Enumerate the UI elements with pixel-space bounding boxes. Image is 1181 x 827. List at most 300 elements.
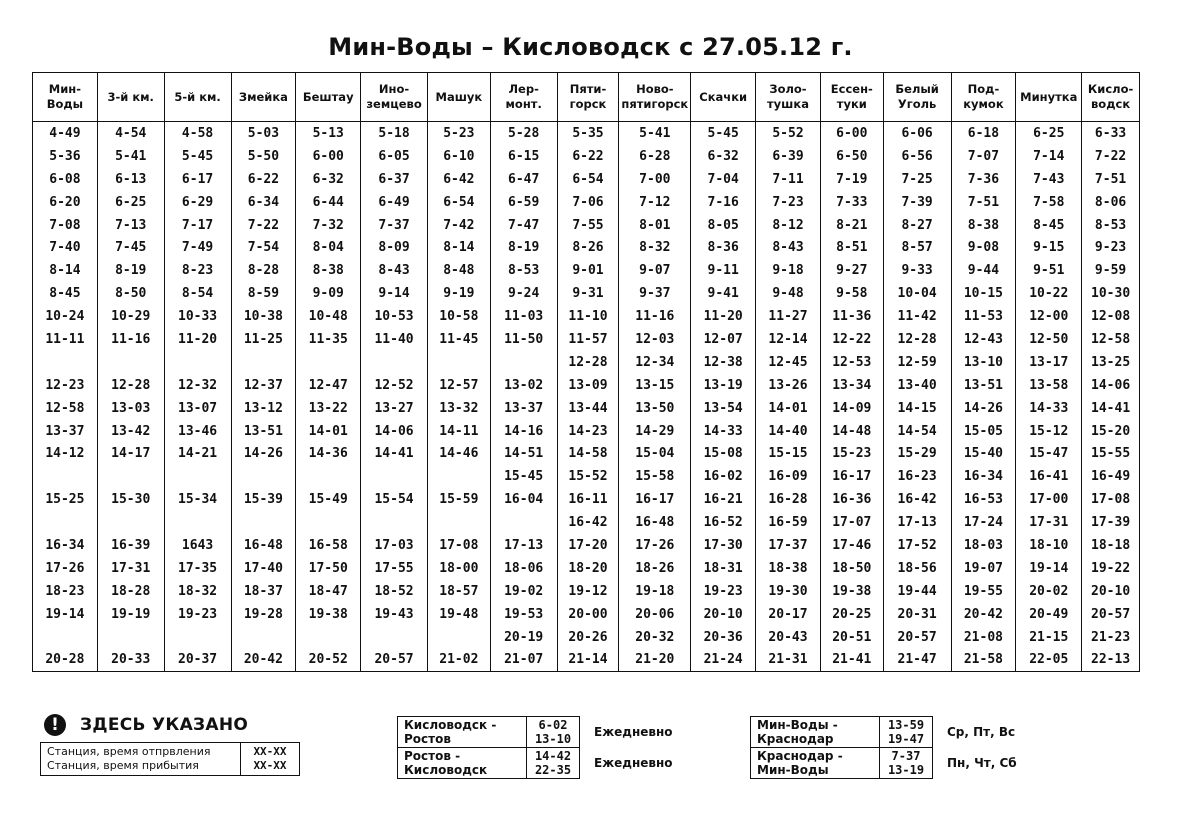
- time-cell: 16-36: [820, 488, 883, 511]
- time-cell: 16-34: [33, 534, 98, 557]
- time-cell: 6-13: [97, 168, 164, 191]
- time-cell: 14-33: [1016, 397, 1082, 420]
- time-cell: 21-08: [951, 626, 1016, 649]
- time-cell: [231, 465, 296, 488]
- time-cell: 9-14: [361, 282, 428, 305]
- time-cell: 4-58: [164, 122, 231, 145]
- time-cell: 9-23: [1082, 236, 1140, 259]
- time-cell: 7-25: [883, 168, 951, 191]
- time-cell: 19-14: [1016, 557, 1082, 580]
- time-cell: 18-52: [361, 580, 428, 603]
- time-cell: 17-08: [427, 534, 490, 557]
- time-cell: 8-04: [296, 236, 361, 259]
- time-cell: 21-23: [1082, 626, 1140, 649]
- time-cell: 14-09: [820, 397, 883, 420]
- legend-arrival-value: ХХ-ХХ: [253, 759, 287, 772]
- time-cell: 20-10: [691, 603, 756, 626]
- time-cell: 17-13: [490, 534, 557, 557]
- time-cell: 21-07: [490, 648, 557, 671]
- time-cell: 7-37: [361, 214, 428, 237]
- time-cell: 20-36: [691, 626, 756, 649]
- table-row: [33, 397, 1140, 420]
- time-cell: 6-47: [490, 168, 557, 191]
- station-header: Машук: [427, 73, 490, 122]
- time-cell: 8-12: [756, 214, 821, 237]
- time-cell: 7-33: [820, 191, 883, 214]
- time-cell: 7-17: [164, 214, 231, 237]
- time-cell: 9-27: [820, 259, 883, 282]
- time-cell: 20-17: [756, 603, 821, 626]
- time-cell: 11-27: [756, 305, 821, 328]
- time-cell: 20-06: [619, 603, 691, 626]
- time-cell: 12-28: [883, 328, 951, 351]
- time-cell: 19-30: [756, 580, 821, 603]
- time-cell: 14-21: [164, 442, 231, 465]
- table-row: [33, 534, 1140, 557]
- time-cell: 19-22: [1082, 557, 1140, 580]
- time-cell: 16-04: [490, 488, 557, 511]
- time-cell: 14-29: [619, 420, 691, 443]
- time-cell: 18-23: [33, 580, 98, 603]
- time-cell: 16-23: [883, 465, 951, 488]
- time-cell: 14-54: [883, 420, 951, 443]
- station-header: 5-й км.: [164, 73, 231, 122]
- time-cell: [164, 351, 231, 374]
- train-days: Ежедневно: [594, 756, 673, 770]
- time-cell: 7-36: [951, 168, 1016, 191]
- time-cell: [296, 351, 361, 374]
- time-cell: 14-15: [883, 397, 951, 420]
- time-cell: 15-30: [97, 488, 164, 511]
- time-cell: 21-58: [951, 648, 1016, 671]
- time-cell: 15-04: [619, 442, 691, 465]
- time-cell: 8-45: [1016, 214, 1082, 237]
- time-cell: 11-20: [691, 305, 756, 328]
- time-cell: 18-00: [427, 557, 490, 580]
- time-cell: 16-41: [1016, 465, 1082, 488]
- time-cell: 15-45: [490, 465, 557, 488]
- time-cell: 16-58: [296, 534, 361, 557]
- time-cell: 14-48: [820, 420, 883, 443]
- time-cell: 17-08: [1082, 488, 1140, 511]
- table-row: [33, 580, 1140, 603]
- time-cell: [361, 351, 428, 374]
- table-row: [33, 626, 1140, 649]
- time-cell: [361, 626, 428, 649]
- time-cell: 13-26: [756, 374, 821, 397]
- time-cell: 5-45: [164, 145, 231, 168]
- time-cell: 12-59: [883, 351, 951, 374]
- time-cell: 7-47: [490, 214, 557, 237]
- time-cell: 8-05: [691, 214, 756, 237]
- time-cell: 12-28: [97, 374, 164, 397]
- time-cell: 15-59: [427, 488, 490, 511]
- time-cell: 12-03: [619, 328, 691, 351]
- time-cell: 13-37: [490, 397, 557, 420]
- time-cell: 13-22: [296, 397, 361, 420]
- time-cell: 8-27: [883, 214, 951, 237]
- time-cell: 13-58: [1016, 374, 1082, 397]
- time-cell: [427, 465, 490, 488]
- time-cell: [33, 351, 98, 374]
- time-cell: 7-43: [1016, 168, 1082, 191]
- time-cell: 17-50: [296, 557, 361, 580]
- timetable: [32, 72, 1140, 672]
- time-cell: 7-16: [691, 191, 756, 214]
- time-cell: 8-54: [164, 282, 231, 305]
- table-row: [33, 122, 1140, 145]
- time-cell: 13-46: [164, 420, 231, 443]
- time-cell: 18-03: [951, 534, 1016, 557]
- time-cell: 9-01: [557, 259, 619, 282]
- table-row: [33, 145, 1140, 168]
- train-row: [751, 717, 1018, 748]
- table-row: [33, 465, 1140, 488]
- time-cell: 13-54: [691, 397, 756, 420]
- time-cell: 6-42: [427, 168, 490, 191]
- time-cell: 6-54: [557, 168, 619, 191]
- time-cell: 10-58: [427, 305, 490, 328]
- station-header: Ессен- туки: [820, 73, 883, 122]
- time-cell: 15-23: [820, 442, 883, 465]
- time-cell: 12-47: [296, 374, 361, 397]
- time-cell: 13-17: [1016, 351, 1082, 374]
- time-cell: 5-41: [619, 122, 691, 145]
- time-cell: 14-51: [490, 442, 557, 465]
- time-cell: [97, 626, 164, 649]
- time-cell: 19-23: [691, 580, 756, 603]
- time-cell: 4-49: [33, 122, 98, 145]
- time-cell: 14-41: [361, 442, 428, 465]
- time-cell: 20-57: [361, 648, 428, 671]
- time-cell: [296, 465, 361, 488]
- time-cell: 1643: [164, 534, 231, 557]
- time-cell: 14-26: [951, 397, 1016, 420]
- time-cell: 19-12: [557, 580, 619, 603]
- time-cell: 15-55: [1082, 442, 1140, 465]
- time-cell: 19-23: [164, 603, 231, 626]
- time-cell: 17-26: [619, 534, 691, 557]
- time-cell: 6-17: [164, 168, 231, 191]
- time-cell: 8-26: [557, 236, 619, 259]
- time-cell: 15-52: [557, 465, 619, 488]
- time-cell: 13-40: [883, 374, 951, 397]
- time-cell: 9-08: [951, 236, 1016, 259]
- time-cell: 12-43: [951, 328, 1016, 351]
- time-cell: 11-20: [164, 328, 231, 351]
- time-cell: [164, 465, 231, 488]
- time-cell: 19-43: [361, 603, 428, 626]
- time-cell: 10-15: [951, 282, 1016, 305]
- time-cell: 16-28: [756, 488, 821, 511]
- time-cell: 14-06: [361, 420, 428, 443]
- time-cell: [231, 626, 296, 649]
- time-cell: 7-39: [883, 191, 951, 214]
- train-row: [398, 748, 675, 779]
- time-cell: 19-14: [33, 603, 98, 626]
- time-cell: 21-20: [619, 648, 691, 671]
- time-cell: 16-59: [756, 511, 821, 534]
- time-cell: 20-32: [619, 626, 691, 649]
- time-cell: 9-51: [1016, 259, 1082, 282]
- time-cell: 19-28: [231, 603, 296, 626]
- time-cell: 15-39: [231, 488, 296, 511]
- legend-line-arrival: Станция, время прибытия: [47, 759, 199, 772]
- time-cell: 8-43: [361, 259, 428, 282]
- time-cell: 13-25: [1082, 351, 1140, 374]
- time-cell: 6-32: [296, 168, 361, 191]
- time-cell: [427, 626, 490, 649]
- time-cell: 6-10: [427, 145, 490, 168]
- train-times: 14-42 22-35: [527, 748, 580, 779]
- time-cell: 8-01: [619, 214, 691, 237]
- station-header: Змейка: [231, 73, 296, 122]
- time-cell: 20-26: [557, 626, 619, 649]
- time-cell: 7-42: [427, 214, 490, 237]
- time-cell: 8-51: [820, 236, 883, 259]
- time-cell: 7-07: [951, 145, 1016, 168]
- table-row: [33, 282, 1140, 305]
- time-cell: 7-12: [619, 191, 691, 214]
- time-cell: 20-42: [231, 648, 296, 671]
- time-cell: 5-28: [490, 122, 557, 145]
- time-cell: 8-59: [231, 282, 296, 305]
- time-cell: 20-10: [1082, 580, 1140, 603]
- time-cell: 5-50: [231, 145, 296, 168]
- time-cell: 21-31: [756, 648, 821, 671]
- time-cell: 21-14: [557, 648, 619, 671]
- time-cell: 15-15: [756, 442, 821, 465]
- time-cell: 21-24: [691, 648, 756, 671]
- time-cell: 20-37: [164, 648, 231, 671]
- time-cell: 6-15: [490, 145, 557, 168]
- time-cell: 16-11: [557, 488, 619, 511]
- station-header: Мин- Воды: [33, 73, 98, 122]
- time-cell: 9-19: [427, 282, 490, 305]
- time-cell: 11-16: [619, 305, 691, 328]
- time-cell: 12-37: [231, 374, 296, 397]
- exclamation-icon: !: [44, 714, 66, 736]
- time-cell: 13-12: [231, 397, 296, 420]
- time-cell: 14-40: [756, 420, 821, 443]
- train-days: Ср, Пт, Вс: [947, 725, 1016, 739]
- time-cell: 10-24: [33, 305, 98, 328]
- time-cell: 11-40: [361, 328, 428, 351]
- train-times: 7-37 13-19: [880, 748, 933, 779]
- station-header-row: [33, 73, 1140, 122]
- time-cell: 22-13: [1082, 648, 1140, 671]
- time-cell: 7-08: [33, 214, 98, 237]
- time-cell: 17-37: [756, 534, 821, 557]
- time-cell: 18-31: [691, 557, 756, 580]
- time-cell: 9-15: [1016, 236, 1082, 259]
- time-cell: 19-19: [97, 603, 164, 626]
- time-cell: 21-15: [1016, 626, 1082, 649]
- time-cell: 9-24: [490, 282, 557, 305]
- time-cell: 19-44: [883, 580, 951, 603]
- time-cell: 19-48: [427, 603, 490, 626]
- time-cell: 10-30: [1082, 282, 1140, 305]
- time-cell: 13-37: [33, 420, 98, 443]
- train-route: Краснодар - Мин-Воды: [751, 748, 880, 779]
- station-header: Белый Уголь: [883, 73, 951, 122]
- time-cell: 8-09: [361, 236, 428, 259]
- table-row: [33, 511, 1140, 534]
- time-cell: [296, 626, 361, 649]
- time-cell: 17-52: [883, 534, 951, 557]
- time-cell: 16-17: [619, 488, 691, 511]
- time-cell: 20-42: [951, 603, 1016, 626]
- table-row: [33, 191, 1140, 214]
- train-route: Кисловодск - Ростов: [398, 717, 527, 748]
- time-cell: 7-11: [756, 168, 821, 191]
- time-cell: 12-14: [756, 328, 821, 351]
- time-cell: 13-10: [951, 351, 1016, 374]
- time-cell: 21-47: [883, 648, 951, 671]
- time-cell: 16-48: [231, 534, 296, 557]
- time-cell: 20-19: [490, 626, 557, 649]
- time-cell: 14-01: [756, 397, 821, 420]
- time-cell: 17-55: [361, 557, 428, 580]
- time-cell: [33, 511, 98, 534]
- time-cell: 5-35: [557, 122, 619, 145]
- time-cell: 17-39: [1082, 511, 1140, 534]
- time-cell: 12-58: [33, 397, 98, 420]
- time-cell: 16-53: [951, 488, 1016, 511]
- time-cell: 13-09: [557, 374, 619, 397]
- time-cell: 10-48: [296, 305, 361, 328]
- time-cell: 8-36: [691, 236, 756, 259]
- time-cell: 12-58: [1082, 328, 1140, 351]
- time-cell: 18-37: [231, 580, 296, 603]
- time-cell: 19-38: [296, 603, 361, 626]
- time-cell: 8-48: [427, 259, 490, 282]
- time-cell: [427, 351, 490, 374]
- time-cell: 8-19: [97, 259, 164, 282]
- time-cell: 15-34: [164, 488, 231, 511]
- time-cell: 18-50: [820, 557, 883, 580]
- time-cell: 8-06: [1082, 191, 1140, 214]
- time-cell: 16-34: [951, 465, 1016, 488]
- time-cell: 6-28: [619, 145, 691, 168]
- time-cell: 13-02: [490, 374, 557, 397]
- time-cell: 13-42: [97, 420, 164, 443]
- time-cell: 18-10: [1016, 534, 1082, 557]
- time-cell: 11-16: [97, 328, 164, 351]
- time-cell: 12-53: [820, 351, 883, 374]
- time-cell: 4-54: [97, 122, 164, 145]
- long-distance-trains-right: [750, 716, 1018, 779]
- table-row: [33, 214, 1140, 237]
- time-cell: 14-58: [557, 442, 619, 465]
- legend-line-departure: Станция, время отпрвления: [47, 745, 211, 758]
- time-cell: 7-00: [619, 168, 691, 191]
- time-cell: 10-38: [231, 305, 296, 328]
- time-cell: 14-06: [1082, 374, 1140, 397]
- time-cell: 7-19: [820, 168, 883, 191]
- time-cell: 13-51: [951, 374, 1016, 397]
- time-cell: [164, 626, 231, 649]
- table-row: [33, 374, 1140, 397]
- time-cell: 5-18: [361, 122, 428, 145]
- time-cell: 18-18: [1082, 534, 1140, 557]
- time-cell: 13-50: [619, 397, 691, 420]
- time-cell: 17-07: [820, 511, 883, 534]
- time-cell: 19-18: [619, 580, 691, 603]
- table-row: [33, 236, 1140, 259]
- time-cell: 13-15: [619, 374, 691, 397]
- table-row: [33, 259, 1140, 282]
- time-cell: 9-18: [756, 259, 821, 282]
- time-cell: 6-37: [361, 168, 428, 191]
- time-cell: 8-28: [231, 259, 296, 282]
- time-cell: 9-41: [691, 282, 756, 305]
- time-cell: 6-54: [427, 191, 490, 214]
- time-cell: 7-23: [756, 191, 821, 214]
- time-cell: 6-50: [820, 145, 883, 168]
- time-cell: 17-35: [164, 557, 231, 580]
- time-cell: 17-24: [951, 511, 1016, 534]
- time-cell: 8-53: [1082, 214, 1140, 237]
- time-cell: 20-33: [97, 648, 164, 671]
- time-cell: 5-13: [296, 122, 361, 145]
- time-cell: 6-25: [97, 191, 164, 214]
- time-cell: 19-07: [951, 557, 1016, 580]
- time-cell: 12-00: [1016, 305, 1082, 328]
- table-row: [33, 328, 1140, 351]
- time-cell: 16-42: [883, 488, 951, 511]
- time-cell: 7-13: [97, 214, 164, 237]
- time-cell: 14-33: [691, 420, 756, 443]
- time-cell: 16-42: [557, 511, 619, 534]
- time-cell: 13-32: [427, 397, 490, 420]
- time-cell: 8-45: [33, 282, 98, 305]
- time-cell: 17-46: [820, 534, 883, 557]
- time-cell: 5-52: [756, 122, 821, 145]
- time-cell: 6-05: [361, 145, 428, 168]
- time-cell: 18-26: [619, 557, 691, 580]
- time-cell: 7-51: [1082, 168, 1140, 191]
- time-cell: 19-53: [490, 603, 557, 626]
- time-cell: 9-48: [756, 282, 821, 305]
- time-cell: 13-19: [691, 374, 756, 397]
- time-cell: 7-22: [1082, 145, 1140, 168]
- time-cell: 13-51: [231, 420, 296, 443]
- time-cell: 6-34: [231, 191, 296, 214]
- time-cell: 20-28: [33, 648, 98, 671]
- time-cell: 11-57: [557, 328, 619, 351]
- table-row: [33, 557, 1140, 580]
- time-cell: 18-47: [296, 580, 361, 603]
- time-cell: 20-51: [820, 626, 883, 649]
- time-cell: [296, 511, 361, 534]
- time-cell: 14-41: [1082, 397, 1140, 420]
- time-cell: 12-34: [619, 351, 691, 374]
- time-cell: 20-57: [883, 626, 951, 649]
- time-cell: 5-45: [691, 122, 756, 145]
- time-cell: 7-58: [1016, 191, 1082, 214]
- train-route: Ростов - Кисловодск: [398, 748, 527, 779]
- train-route: Мин-Воды - Краснодар: [751, 717, 880, 748]
- time-cell: 19-38: [820, 580, 883, 603]
- time-cell: 6-22: [231, 168, 296, 191]
- time-cell: 7-06: [557, 191, 619, 214]
- time-cell: 17-31: [1016, 511, 1082, 534]
- time-cell: 9-37: [619, 282, 691, 305]
- time-cell: 15-12: [1016, 420, 1082, 443]
- time-cell: 14-36: [296, 442, 361, 465]
- time-cell: 5-23: [427, 122, 490, 145]
